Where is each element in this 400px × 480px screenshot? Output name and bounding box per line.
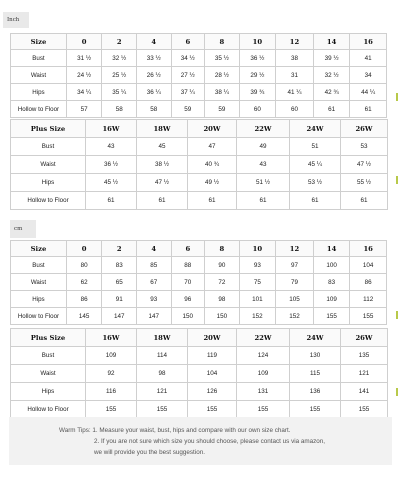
column-header: 2 — [102, 34, 137, 50]
table-cell: 59 — [205, 101, 240, 118]
unit-label-cm: cm — [10, 220, 36, 238]
table-cell: 67 — [137, 274, 172, 291]
row-label: Hips — [11, 174, 86, 192]
column-header: 0 — [66, 241, 102, 257]
row-label: Hips — [11, 291, 67, 308]
row-label: Waist — [11, 274, 67, 291]
column-header: 4 — [137, 241, 172, 257]
table-cell: 42 ¾ — [313, 84, 350, 101]
table-cell: 150 — [171, 308, 205, 325]
table-row — [11, 347, 388, 365]
table-cell: 47 — [188, 138, 237, 156]
table-cell: 31 ½ — [66, 50, 102, 67]
column-header: 6 — [171, 241, 205, 257]
column-header: 16 — [350, 241, 387, 257]
table-cell: 141 — [341, 383, 388, 401]
table-cell: 121 — [341, 365, 388, 383]
table-cell: 155 — [313, 308, 350, 325]
table-row — [11, 101, 387, 118]
table-cell: 45 ½ — [86, 174, 137, 192]
column-header: 22W — [237, 329, 290, 347]
row-label: Hollow to Floor — [11, 401, 86, 419]
table-cell: 39 ½ — [313, 50, 350, 67]
table-cell: 124 — [237, 347, 290, 365]
column-header: Plus Size — [11, 329, 86, 347]
table-cell: 61 — [188, 192, 237, 210]
row-label: Hips — [11, 84, 67, 101]
table-cell: 114 — [137, 347, 188, 365]
table-cell: 32 ½ — [313, 67, 350, 84]
table-cell: 101 — [239, 291, 276, 308]
table-cell: 83 — [102, 257, 137, 274]
column-header: 6 — [171, 34, 205, 50]
green-marker — [396, 176, 398, 184]
table-cell: 49 ½ — [188, 174, 237, 192]
table-cell: 43 — [86, 138, 137, 156]
table-cell: 121 — [137, 383, 188, 401]
table-row — [11, 174, 388, 192]
table-cell: 34 ½ — [171, 50, 205, 67]
row-label: Waist — [11, 365, 86, 383]
table-cell: 61 — [137, 192, 188, 210]
unit-label-inch: Inch — [3, 12, 29, 28]
column-header: 14 — [313, 34, 350, 50]
table-cell: 155 — [188, 401, 237, 419]
row-label: Bust — [11, 138, 86, 156]
table-cell: 98 — [137, 365, 188, 383]
inch-size-table — [10, 33, 387, 118]
green-marker — [396, 93, 398, 101]
table-cell: 39 ¾ — [239, 84, 276, 101]
table-cell: 47 ½ — [137, 174, 188, 192]
table-cell: 93 — [239, 257, 276, 274]
table-cell: 41 — [350, 50, 387, 67]
table-cell: 24 ½ — [66, 67, 102, 84]
table-cell: 32 ½ — [102, 50, 137, 67]
table-cell: 25 ½ — [102, 67, 137, 84]
column-header: 16W — [86, 329, 137, 347]
table-cell: 86 — [66, 291, 102, 308]
table-cell: 96 — [171, 291, 205, 308]
table-cell: 60 — [239, 101, 276, 118]
table-cell: 47 ½ — [341, 156, 388, 174]
row-label: Hollow to Floor — [11, 192, 86, 210]
column-header: 8 — [205, 241, 240, 257]
warm-tips-line-3: we will provide you the best suggestion. — [94, 449, 205, 456]
table-cell: 98 — [205, 291, 240, 308]
table-cell: 155 — [290, 401, 341, 419]
column-header: 16 — [350, 34, 387, 50]
table-cell: 61 — [290, 192, 341, 210]
table-cell: 100 — [313, 257, 350, 274]
green-marker — [396, 311, 398, 319]
table-cell: 79 — [276, 274, 314, 291]
table-cell: 150 — [205, 308, 240, 325]
table-cell: 105 — [276, 291, 314, 308]
row-label: Bust — [11, 257, 67, 274]
table-cell: 115 — [290, 365, 341, 383]
table-cell: 83 — [313, 274, 350, 291]
table-cell: 135 — [341, 347, 388, 365]
table-cell: 58 — [102, 101, 137, 118]
green-marker — [396, 388, 398, 396]
table-cell: 31 — [276, 67, 314, 84]
table-cell: 92 — [86, 365, 137, 383]
table-cell: 36 ½ — [86, 156, 137, 174]
table-cell: 34 ¼ — [66, 84, 102, 101]
cm-plus-size-table — [10, 328, 388, 419]
table-cell: 38 — [276, 50, 314, 67]
column-header: 16W — [86, 120, 137, 138]
column-header: 8 — [205, 34, 240, 50]
column-header: 12 — [276, 34, 314, 50]
table-cell: 61 — [341, 192, 388, 210]
table-cell: 45 — [137, 138, 188, 156]
table-cell: 58 — [137, 101, 172, 118]
table-cell: 53 — [341, 138, 388, 156]
table-row — [11, 67, 387, 84]
table-row — [11, 257, 387, 274]
table-cell: 61 — [237, 192, 290, 210]
column-header: 18W — [137, 120, 188, 138]
table-cell: 57 — [66, 101, 102, 118]
table-row — [11, 192, 388, 210]
column-header: 2 — [102, 241, 137, 257]
table-cell: 26 ½ — [137, 67, 172, 84]
table-cell: 29 ½ — [239, 67, 276, 84]
column-header: Size — [11, 34, 67, 50]
table-header-row — [11, 241, 387, 257]
table-cell: 37 ¼ — [171, 84, 205, 101]
table-cell: 49 — [237, 138, 290, 156]
table-cell: 60 — [276, 101, 314, 118]
row-label: Hollow to Floor — [11, 308, 67, 325]
table-row — [11, 50, 387, 67]
table-cell: 27 ½ — [171, 67, 205, 84]
table-header-row — [11, 120, 388, 138]
column-header: 12 — [276, 241, 314, 257]
table-cell: 112 — [350, 291, 387, 308]
column-header: 10 — [239, 34, 276, 50]
column-header: 14 — [313, 241, 350, 257]
table-cell: 86 — [350, 274, 387, 291]
table-row — [11, 308, 387, 325]
row-label: Bust — [11, 50, 67, 67]
column-header: 4 — [137, 34, 172, 50]
table-header-row — [11, 329, 388, 347]
row-label: Waist — [11, 156, 86, 174]
table-cell: 85 — [137, 257, 172, 274]
table-cell: 155 — [341, 401, 388, 419]
table-cell: 28 ½ — [205, 67, 240, 84]
table-cell: 155 — [137, 401, 188, 419]
table-cell: 80 — [66, 257, 102, 274]
table-cell: 131 — [237, 383, 290, 401]
table-cell: 88 — [171, 257, 205, 274]
column-header: 24W — [290, 120, 341, 138]
table-cell: 41 ¼ — [276, 84, 314, 101]
table-cell: 147 — [102, 308, 137, 325]
column-header: 0 — [66, 34, 102, 50]
table-cell: 44 ¼ — [350, 84, 387, 101]
column-header: Size — [11, 241, 67, 257]
table-cell: 36 ¼ — [137, 84, 172, 101]
table-row — [11, 156, 388, 174]
table-cell: 93 — [137, 291, 172, 308]
table-cell: 97 — [276, 257, 314, 274]
table-cell: 91 — [102, 291, 137, 308]
table-cell: 119 — [188, 347, 237, 365]
table-cell: 70 — [171, 274, 205, 291]
table-cell: 104 — [188, 365, 237, 383]
table-cell: 61 — [313, 101, 350, 118]
table-cell: 104 — [350, 257, 387, 274]
table-cell: 155 — [350, 308, 387, 325]
table-cell: 61 — [86, 192, 137, 210]
warm-tips-box — [9, 417, 392, 465]
table-cell: 145 — [66, 308, 102, 325]
table-cell: 152 — [276, 308, 314, 325]
table-cell: 61 — [350, 101, 387, 118]
row-label: Bust — [11, 347, 86, 365]
column-header: 18W — [137, 329, 188, 347]
row-label: Hollow to Floor — [11, 101, 67, 118]
table-cell: 109 — [313, 291, 350, 308]
table-cell: 155 — [86, 401, 137, 419]
column-header: 20W — [188, 329, 237, 347]
table-cell: 38 ¼ — [205, 84, 240, 101]
table-cell: 33 ½ — [137, 50, 172, 67]
warm-tips-line-1: Warm Tips: 1. Measure your waist, bust, hips and compare with our own size chart. — [59, 427, 291, 434]
warm-tips-line-2: 2. If you are not sure which size you should choose, please contact us via amazon, — [94, 438, 326, 445]
table-cell: 75 — [239, 274, 276, 291]
column-header: Plus Size — [11, 120, 86, 138]
table-row — [11, 274, 387, 291]
table-row — [11, 401, 388, 419]
cm-size-table — [10, 240, 387, 325]
table-cell: 109 — [86, 347, 137, 365]
table-cell: 72 — [205, 274, 240, 291]
row-label: Hips — [11, 383, 86, 401]
column-header: 26W — [341, 329, 388, 347]
table-cell: 65 — [102, 274, 137, 291]
table-cell: 109 — [237, 365, 290, 383]
column-header: 20W — [188, 120, 237, 138]
table-cell: 51 ½ — [237, 174, 290, 192]
table-cell: 126 — [188, 383, 237, 401]
table-row — [11, 291, 387, 308]
table-cell: 116 — [86, 383, 137, 401]
inch-plus-size-table — [10, 119, 388, 210]
column-header: 26W — [341, 120, 388, 138]
table-cell: 34 — [350, 67, 387, 84]
table-cell: 51 — [290, 138, 341, 156]
table-row — [11, 383, 388, 401]
table-cell: 136 — [290, 383, 341, 401]
table-cell: 43 — [237, 156, 290, 174]
table-cell: 59 — [171, 101, 205, 118]
table-cell: 45 ¼ — [290, 156, 341, 174]
table-cell: 55 ½ — [341, 174, 388, 192]
column-header: 22W — [237, 120, 290, 138]
column-header: 24W — [290, 329, 341, 347]
table-cell: 152 — [239, 308, 276, 325]
table-cell: 155 — [237, 401, 290, 419]
table-cell: 38 ½ — [137, 156, 188, 174]
table-cell: 40 ¾ — [188, 156, 237, 174]
table-cell: 147 — [137, 308, 172, 325]
table-cell: 35 ½ — [205, 50, 240, 67]
table-cell: 130 — [290, 347, 341, 365]
table-cell: 36 ½ — [239, 50, 276, 67]
table-row — [11, 84, 387, 101]
table-cell: 53 ½ — [290, 174, 341, 192]
table-header-row — [11, 34, 387, 50]
row-label: Waist — [11, 67, 67, 84]
table-cell: 35 ¼ — [102, 84, 137, 101]
table-cell: 90 — [205, 257, 240, 274]
column-header: 10 — [239, 241, 276, 257]
table-row — [11, 365, 388, 383]
table-row — [11, 138, 388, 156]
table-cell: 62 — [66, 274, 102, 291]
